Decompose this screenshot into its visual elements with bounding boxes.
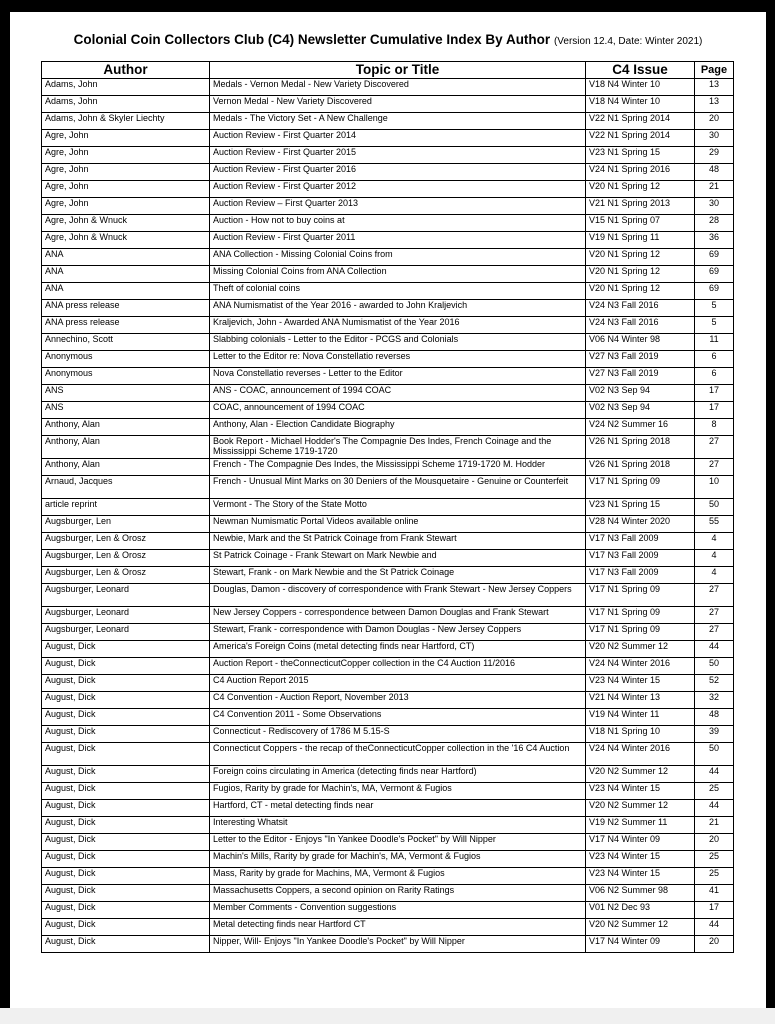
document-title	[10, 32, 766, 47]
table-row	[42, 675, 734, 692]
cell-issue: V17 N3 Fall 2009	[586, 567, 695, 584]
cell-topic: Auction Review - First Quarter 2011	[210, 232, 586, 249]
cell-author: August, Dick	[42, 868, 210, 885]
table-row	[42, 181, 734, 198]
cell-topic: Interesting Whatsit	[210, 817, 586, 834]
cell-author: August, Dick	[42, 902, 210, 919]
header-page: Page	[695, 62, 734, 79]
cell-page: 11	[695, 334, 734, 351]
cell-author: Augsburger, Len & Orosz	[42, 550, 210, 567]
cell-page: 55	[695, 516, 734, 533]
cell-issue: V06 N2 Summer 98	[586, 885, 695, 902]
cell-issue: V26 N1 Spring 2018	[586, 436, 695, 459]
table-row	[42, 868, 734, 885]
cell-page: 28	[695, 215, 734, 232]
cell-topic: Auction - How not to buy coins at	[210, 215, 586, 232]
cell-issue: V20 N2 Summer 12	[586, 766, 695, 783]
table-row	[42, 96, 734, 113]
cell-issue: V27 N3 Fall 2019	[586, 368, 695, 385]
cell-topic: Hartford, CT - metal detecting finds near	[210, 800, 586, 817]
cell-issue: V23 N1 Spring 15	[586, 147, 695, 164]
cell-page: 6	[695, 368, 734, 385]
cell-topic: Vermont - The Story of the State Motto	[210, 499, 586, 516]
cell-issue: V19 N1 Spring 11	[586, 232, 695, 249]
table-row	[42, 459, 734, 476]
table-row	[42, 783, 734, 800]
cell-author: August, Dick	[42, 766, 210, 783]
cell-author: August, Dick	[42, 743, 210, 766]
cell-page: 32	[695, 692, 734, 709]
cell-page: 20	[695, 113, 734, 130]
cell-author: Anonymous	[42, 351, 210, 368]
cell-topic: Newman Numismatic Portal Videos available online	[210, 516, 586, 533]
cell-topic: Foreign coins circulating in America (detecting finds near Hartford)	[210, 766, 586, 783]
cell-issue: V23 N4 Winter 15	[586, 783, 695, 800]
cell-author: Augsburger, Len & Orosz	[42, 533, 210, 550]
cell-issue: V20 N2 Summer 12	[586, 641, 695, 658]
table-row	[42, 164, 734, 181]
table-row	[42, 936, 734, 953]
cell-author: ANA	[42, 266, 210, 283]
table-row	[42, 766, 734, 783]
cell-author: Adams, John	[42, 96, 210, 113]
cell-topic: Machin's Mills, Rarity by grade for Machin's, MA, Vermont & Fugios	[210, 851, 586, 868]
cell-author: ANA	[42, 249, 210, 266]
cell-page: 17	[695, 902, 734, 919]
cell-page: 8	[695, 419, 734, 436]
cell-topic: C4 Convention - Auction Report, November 2013	[210, 692, 586, 709]
header-topic: Topic or Title	[210, 62, 586, 79]
cell-page: 4	[695, 550, 734, 567]
cell-author: August, Dick	[42, 834, 210, 851]
cell-author: August, Dick	[42, 800, 210, 817]
cell-topic: Anthony, Alan - Election Candidate Biography	[210, 419, 586, 436]
cell-page: 69	[695, 266, 734, 283]
cell-page: 17	[695, 385, 734, 402]
cell-page: 29	[695, 147, 734, 164]
cell-author: August, Dick	[42, 675, 210, 692]
table-row	[42, 300, 734, 317]
table-row	[42, 79, 734, 96]
cell-author: Agre, John	[42, 164, 210, 181]
table-row	[42, 499, 734, 516]
cell-topic: Massachusetts Coppers, a second opinion on Rarity Ratings	[210, 885, 586, 902]
cell-topic: Theft of colonial coins	[210, 283, 586, 300]
cell-page: 50	[695, 499, 734, 516]
cell-author: Annechino, Scott	[42, 334, 210, 351]
cell-topic: Auction Review - First Quarter 2014	[210, 130, 586, 147]
cell-page: 52	[695, 675, 734, 692]
cell-author: August, Dick	[42, 851, 210, 868]
cell-issue: V17 N3 Fall 2009	[586, 550, 695, 567]
cell-topic: Medals - Vernon Medal - New Variety Discovered	[210, 79, 586, 96]
table-row	[42, 885, 734, 902]
cell-author: article reprint	[42, 499, 210, 516]
cell-page: 44	[695, 641, 734, 658]
cell-issue: V17 N1 Spring 09	[586, 624, 695, 641]
cell-author: Augsburger, Len	[42, 516, 210, 533]
table-row	[42, 567, 734, 584]
cell-topic: Auction Report - theConnecticutCopper collection in the C4 Auction 11/2016	[210, 658, 586, 675]
cell-topic: St Patrick Coinage - Frank Stewart on Mark Newbie and	[210, 550, 586, 567]
cell-page: 48	[695, 709, 734, 726]
cell-topic: ANA Numismatist of the Year 2016 - awarded to John Kraljevich	[210, 300, 586, 317]
cell-author: Agre, John	[42, 198, 210, 215]
table-row	[42, 834, 734, 851]
cell-topic: Stewart, Frank - on Mark Newbie and the St Patrick Coinage	[210, 567, 586, 584]
cell-topic: Nipper, Will- Enjoys "In Yankee Doodle's Pocket" by Will Nipper	[210, 936, 586, 953]
table-row	[42, 817, 734, 834]
cell-author: Agre, John & Wnuck	[42, 232, 210, 249]
cell-author: ANA	[42, 283, 210, 300]
cell-issue: V23 N4 Winter 15	[586, 868, 695, 885]
cell-author: Adams, John & Skyler Liechty	[42, 113, 210, 130]
cell-issue: V22 N1 Spring 2014	[586, 130, 695, 147]
cell-author: August, Dick	[42, 783, 210, 800]
cell-author: August, Dick	[42, 919, 210, 936]
table-row	[42, 516, 734, 533]
cell-page: 44	[695, 766, 734, 783]
cell-page: 6	[695, 351, 734, 368]
cell-author: ANS	[42, 385, 210, 402]
cell-topic: Auction Review - First Quarter 2016	[210, 164, 586, 181]
cell-page: 41	[695, 885, 734, 902]
cell-topic: French - Unusual Mint Marks on 30 Deniers of the Mousquetaire - Genuine or Counterfeit	[210, 476, 586, 499]
cell-issue: V15 N1 Spring 07	[586, 215, 695, 232]
cell-author: Anonymous	[42, 368, 210, 385]
cell-issue: V18 N4 Winter 10	[586, 96, 695, 113]
table-row	[42, 902, 734, 919]
header-author: Author	[42, 62, 210, 79]
table-row	[42, 919, 734, 936]
cell-topic: Missing Colonial Coins from ANA Collection	[210, 266, 586, 283]
table-row	[42, 351, 734, 368]
cell-issue: V17 N1 Spring 09	[586, 584, 695, 607]
cell-issue: V20 N1 Spring 12	[586, 283, 695, 300]
cell-topic: Medals - The Victory Set - A New Challenge	[210, 113, 586, 130]
cell-page: 44	[695, 919, 734, 936]
cell-issue: V24 N2 Summer 16	[586, 419, 695, 436]
cell-issue: V21 N4 Winter 13	[586, 692, 695, 709]
cell-issue: V27 N3 Fall 2019	[586, 351, 695, 368]
cell-author: Augsburger, Len & Orosz	[42, 567, 210, 584]
cell-page: 5	[695, 317, 734, 334]
cell-topic: Fugios, Rarity by grade for Machin's, MA, Vermont & Fugios	[210, 783, 586, 800]
table-row	[42, 658, 734, 675]
cell-author: Agre, John	[42, 181, 210, 198]
cell-author: ANS	[42, 402, 210, 419]
cell-topic: Metal detecting finds near Hartford CT	[210, 919, 586, 936]
cell-page: 27	[695, 436, 734, 459]
cell-issue: V18 N1 Spring 10	[586, 726, 695, 743]
cell-author: August, Dick	[42, 709, 210, 726]
table-row	[42, 232, 734, 249]
cell-page: 50	[695, 658, 734, 675]
cell-author: August, Dick	[42, 726, 210, 743]
cell-page: 4	[695, 533, 734, 550]
cell-topic: Slabbing colonials - Letter to the Editor - PCGS and Colonials	[210, 334, 586, 351]
cell-author: August, Dick	[42, 692, 210, 709]
cell-topic: Mass, Rarity by grade for Machins, MA, Vermont & Fugios	[210, 868, 586, 885]
cell-issue: V23 N1 Spring 15	[586, 499, 695, 516]
cell-issue: V18 N4 Winter 10	[586, 79, 695, 96]
cell-author: Adams, John	[42, 79, 210, 96]
cell-author: Anthony, Alan	[42, 419, 210, 436]
table-row	[42, 607, 734, 624]
cell-topic: C4 Auction Report 2015	[210, 675, 586, 692]
cell-page: 30	[695, 198, 734, 215]
cell-topic: C4 Convention 2011 - Some Observations	[210, 709, 586, 726]
cell-page: 21	[695, 817, 734, 834]
cell-author: August, Dick	[42, 885, 210, 902]
table-row	[42, 550, 734, 567]
table-row	[42, 215, 734, 232]
cell-topic: Member Comments - Convention suggestions	[210, 902, 586, 919]
cell-issue: V17 N1 Spring 09	[586, 476, 695, 499]
cell-topic: Auction Review – First Quarter 2013	[210, 198, 586, 215]
cell-issue: V17 N4 Winter 09	[586, 834, 695, 851]
cell-issue: V21 N1 Spring 2013	[586, 198, 695, 215]
table-row	[42, 249, 734, 266]
cell-page: 13	[695, 79, 734, 96]
cell-issue: V23 N4 Winter 15	[586, 675, 695, 692]
cell-page: 27	[695, 607, 734, 624]
cell-page: 48	[695, 164, 734, 181]
cell-author: Arnaud, Jacques	[42, 476, 210, 499]
cell-issue: V02 N3 Sep 94	[586, 385, 695, 402]
table-row	[42, 402, 734, 419]
cell-issue: V06 N4 Winter 98	[586, 334, 695, 351]
cell-topic: Auction Review - First Quarter 2015	[210, 147, 586, 164]
cell-page: 39	[695, 726, 734, 743]
table-row	[42, 317, 734, 334]
cell-author: Agre, John	[42, 130, 210, 147]
cell-issue: V20 N1 Spring 12	[586, 249, 695, 266]
cell-page: 21	[695, 181, 734, 198]
cell-page: 69	[695, 283, 734, 300]
cell-issue: V24 N4 Winter 2016	[586, 658, 695, 675]
cell-issue: V19 N4 Winter 11	[586, 709, 695, 726]
table-row	[42, 743, 734, 766]
cell-topic: New Jersey Coppers - correspondence between Damon Douglas and Frank Stewart	[210, 607, 586, 624]
cell-page: 50	[695, 743, 734, 766]
index-table	[41, 61, 734, 953]
table-row	[42, 851, 734, 868]
table-row	[42, 584, 734, 607]
cell-page: 17	[695, 402, 734, 419]
table-row	[42, 419, 734, 436]
table-row	[42, 476, 734, 499]
table-row	[42, 334, 734, 351]
cell-topic: Douglas, Damon - discovery of correspondence with Frank Stewart - New Jersey Coppers	[210, 584, 586, 607]
table-row	[42, 709, 734, 726]
cell-issue: V24 N3 Fall 2016	[586, 300, 695, 317]
table-row	[42, 436, 734, 459]
cell-issue: V17 N4 Winter 09	[586, 936, 695, 953]
cell-page: 44	[695, 800, 734, 817]
cell-page: 13	[695, 96, 734, 113]
cell-page: 25	[695, 851, 734, 868]
cell-topic: Letter to the Editor re: Nova Constellatio reverses	[210, 351, 586, 368]
cell-page: 25	[695, 868, 734, 885]
table-row	[42, 385, 734, 402]
cell-issue: V20 N2 Summer 12	[586, 919, 695, 936]
cell-topic: Auction Review - First Quarter 2012	[210, 181, 586, 198]
cell-author: August, Dick	[42, 817, 210, 834]
cell-page: 30	[695, 130, 734, 147]
cell-page: 27	[695, 624, 734, 641]
table-row	[42, 368, 734, 385]
cell-author: Anthony, Alan	[42, 459, 210, 476]
table-row	[42, 533, 734, 550]
cell-author: August, Dick	[42, 658, 210, 675]
cell-page: 69	[695, 249, 734, 266]
cell-issue: V19 N2 Summer 11	[586, 817, 695, 834]
cell-author: Agre, John & Wnuck	[42, 215, 210, 232]
cell-topic: COAC, announcement of 1994 COAC	[210, 402, 586, 419]
cell-topic: ANS - COAC, announcement of 1994 COAC	[210, 385, 586, 402]
cell-author: ANA press release	[42, 300, 210, 317]
cell-topic: French - The Compagnie Des Indes, the Mississippi Scheme 1719-1720 M. Hodder	[210, 459, 586, 476]
cell-issue: V22 N1 Spring 2014	[586, 113, 695, 130]
cell-author: Augsburger, Leonard	[42, 584, 210, 607]
cell-page: 20	[695, 936, 734, 953]
cell-author: Augsburger, Leonard	[42, 607, 210, 624]
cell-topic: Newbie, Mark and the St Patrick Coinage from Frank Stewart	[210, 533, 586, 550]
cell-topic: Connecticut Coppers - the recap of theConnecticutCopper collection in the '16 C4 Auction	[210, 743, 586, 766]
cell-page: 25	[695, 783, 734, 800]
table-body	[42, 79, 734, 953]
table-row	[42, 130, 734, 147]
cell-topic: Stewart, Frank - correspondence with Damon Douglas - New Jersey Coppers	[210, 624, 586, 641]
table-row	[42, 624, 734, 641]
cell-issue: V02 N3 Sep 94	[586, 402, 695, 419]
header-issue: C4 Issue	[586, 62, 695, 79]
version-note: (Version 12.4, Date: Winter 2021)	[553, 36, 703, 47]
cell-page: 36	[695, 232, 734, 249]
cell-issue: V26 N1 Spring 2018	[586, 459, 695, 476]
cell-page: 10	[695, 476, 734, 499]
cell-issue: V20 N2 Summer 12	[586, 800, 695, 817]
cell-issue: V20 N1 Spring 12	[586, 181, 695, 198]
table-row	[42, 641, 734, 658]
cell-topic: Vernon Medal - New Variety Discovered	[210, 96, 586, 113]
cell-issue: V23 N4 Winter 15	[586, 851, 695, 868]
cell-issue: V17 N1 Spring 09	[586, 607, 695, 624]
cell-topic: Letter to the Editor - Enjoys "In Yankee Doodle's Pocket" by Will Nipper	[210, 834, 586, 851]
cell-issue: V28 N4 Winter 2020	[586, 516, 695, 533]
cell-issue: V24 N3 Fall 2016	[586, 317, 695, 334]
table-row	[42, 283, 734, 300]
cell-author: ANA press release	[42, 317, 210, 334]
cell-topic: ANA Collection - Missing Colonial Coins from	[210, 249, 586, 266]
cell-author: Agre, John	[42, 147, 210, 164]
cell-author: Anthony, Alan	[42, 436, 210, 459]
cell-issue: V20 N1 Spring 12	[586, 266, 695, 283]
cell-topic: Book Report - Michael Hodder's The Compagnie Des Indes, French Coinage and the Mississippi Scheme 1719-1720	[210, 436, 586, 459]
cell-page: 5	[695, 300, 734, 317]
cell-issue: V17 N3 Fall 2009	[586, 533, 695, 550]
table-row	[42, 726, 734, 743]
cell-issue: V24 N4 Winter 2016	[586, 743, 695, 766]
bottom-strip	[0, 1008, 775, 1024]
table-row	[42, 692, 734, 709]
table-row	[42, 198, 734, 215]
cell-topic: Nova Constellatio reverses - Letter to the Editor	[210, 368, 586, 385]
cell-author: Augsburger, Leonard	[42, 624, 210, 641]
cell-issue: V01 N2 Dec 93	[586, 902, 695, 919]
cell-author: August, Dick	[42, 936, 210, 953]
cell-author: August, Dick	[42, 641, 210, 658]
cell-page: 4	[695, 567, 734, 584]
table-row	[42, 800, 734, 817]
cell-page: 20	[695, 834, 734, 851]
title-text: Colonial Coin Collectors Club (C4) Newsletter Cumulative Index By Author	[73, 32, 551, 47]
cell-page: 27	[695, 584, 734, 607]
cell-topic: Connecticut - Rediscovery of 1786 M 5.15-S	[210, 726, 586, 743]
header-row	[42, 62, 734, 79]
cell-topic: America's Foreign Coins (metal detecting finds near Hartford, CT)	[210, 641, 586, 658]
table-row	[42, 147, 734, 164]
cell-page: 27	[695, 459, 734, 476]
table-row	[42, 113, 734, 130]
cell-topic: Kraljevich, John - Awarded ANA Numismatist of the Year 2016	[210, 317, 586, 334]
cell-issue: V24 N1 Spring 2016	[586, 164, 695, 181]
table-row	[42, 266, 734, 283]
